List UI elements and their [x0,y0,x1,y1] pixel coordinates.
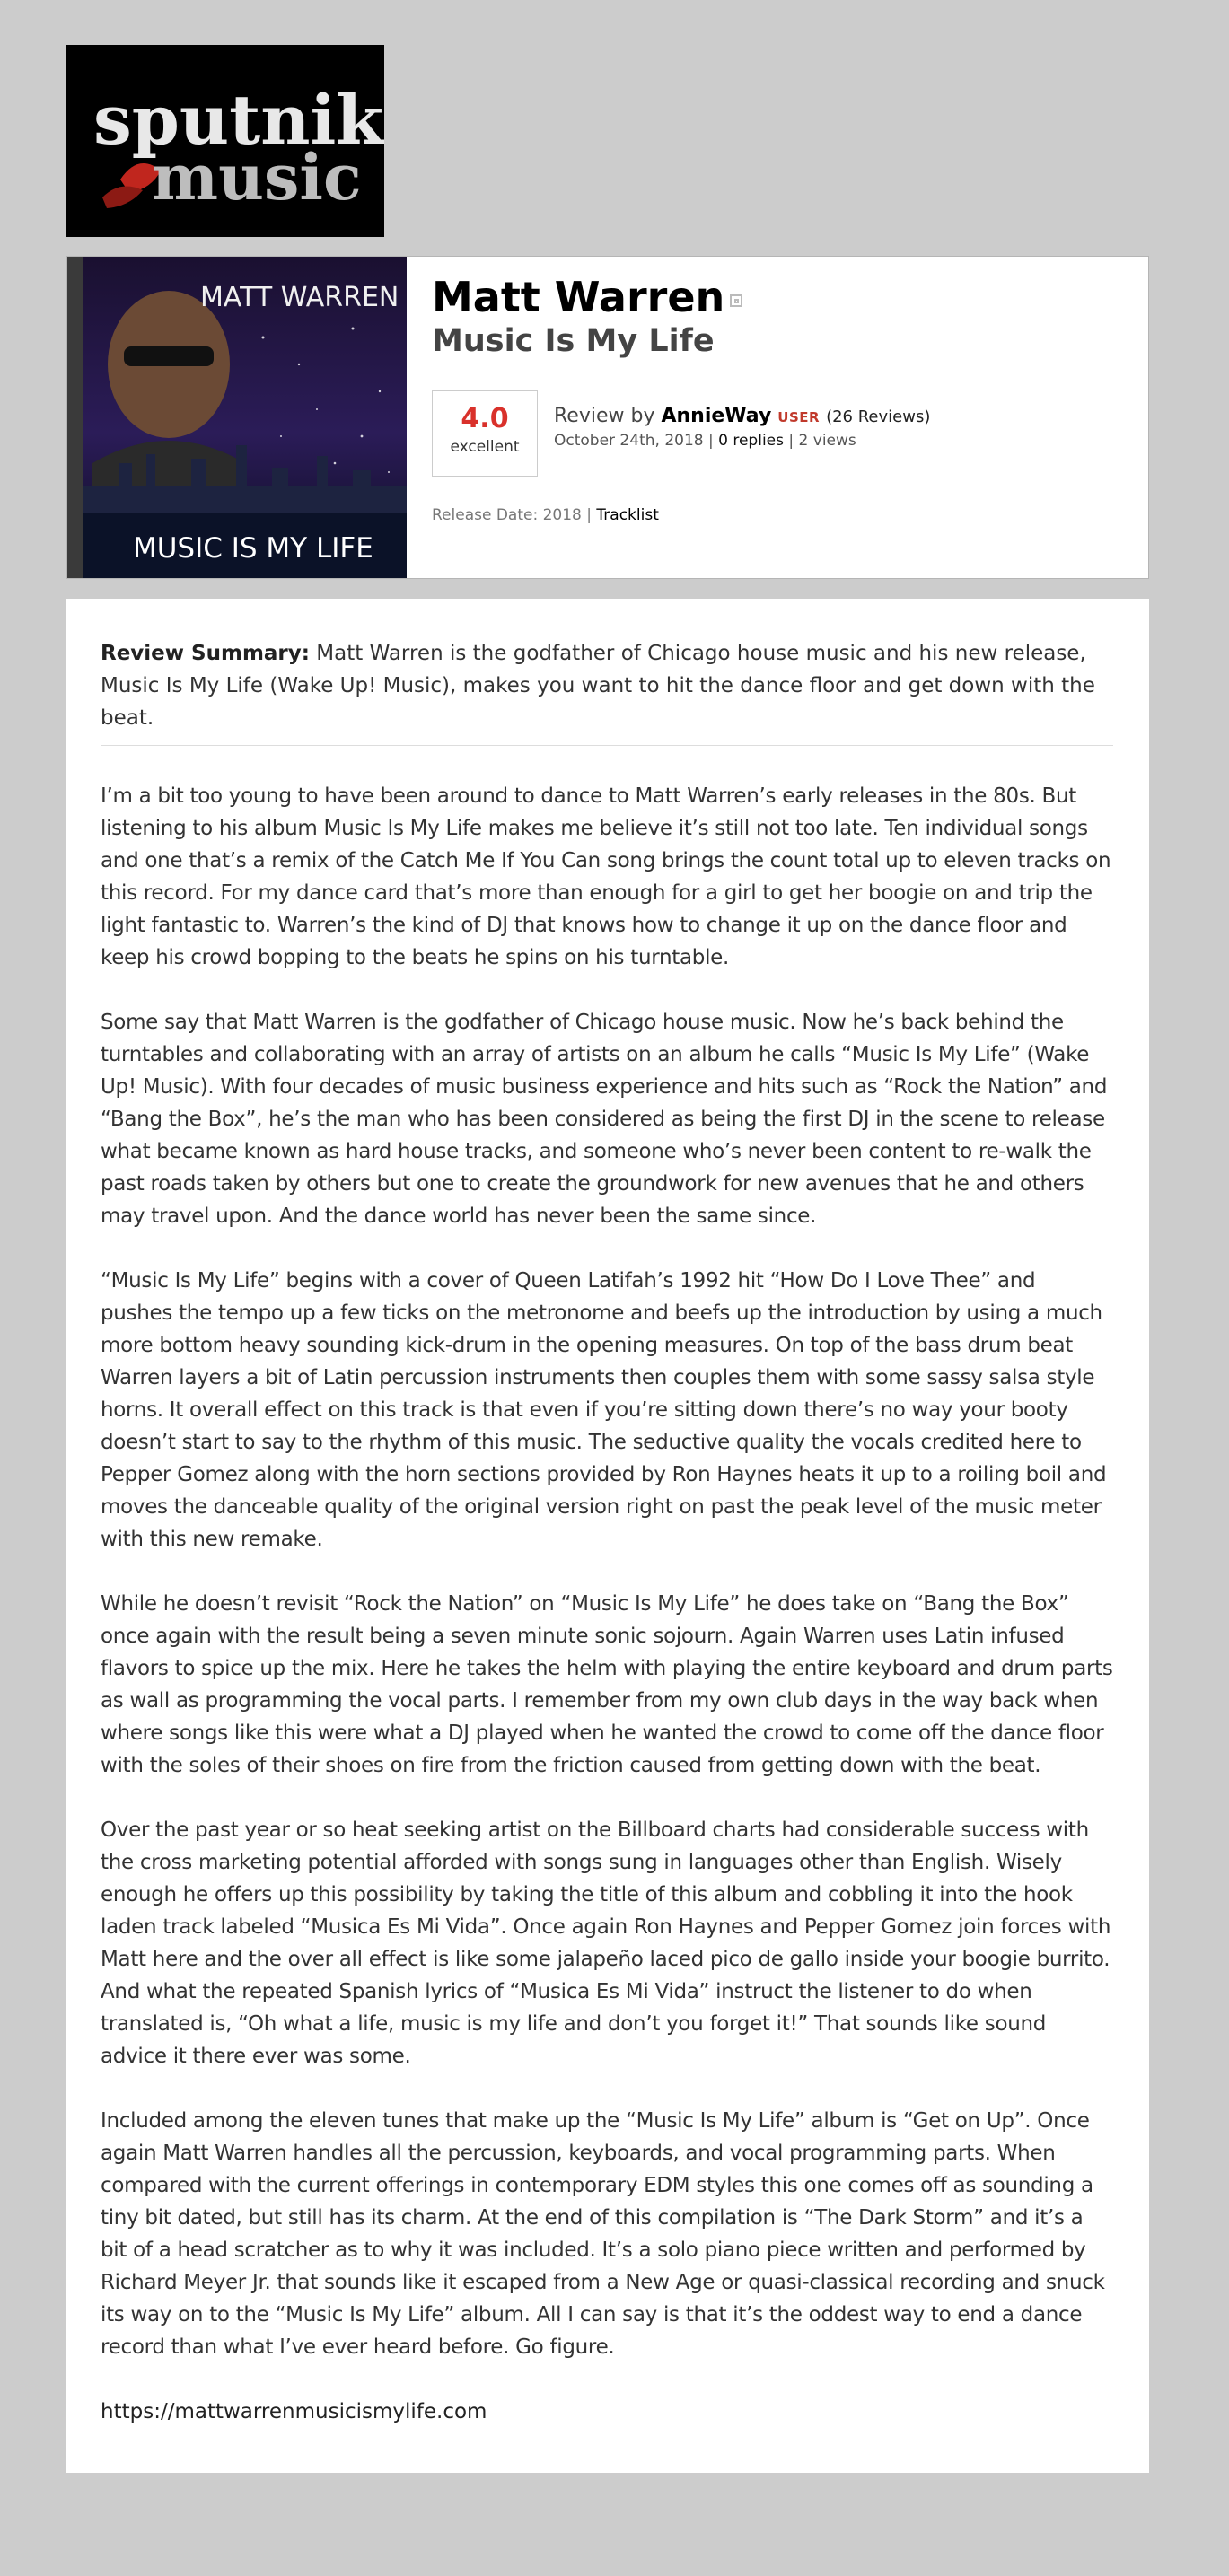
cover-side-strip [67,257,83,578]
logo-text-top: sputnik [93,80,384,160]
review-paragraph: Included among the eleven tunes that make up the “Music Is My Life” album is “Get on Up”. Once again Matt Warren handles all the percussion, keyboards, and vocal programming parts. When compared with the current offerings in contemporary EDM styles this one comes off as sounding a tiny bit dated, but still has its charm. At the end of this compilation is “The Dark Storm” and it’s a bit of a head scratcher as to why it was included. It’s a solo piano piece written and performed by Richard Meyer Jr. that sounds like it escaped from a New Age or quasi-classical recording and snuck its way on to the “Music Is My Life” album. All I can say is that it’s the oddest way to end a dance record than what I’ve ever heard before. Go figure. [101,2109,1105,2359]
meta-separator: | [788,432,794,450]
review-paragraph: Some say that Matt Warren is the godfather of Chicago house music. Now he’s back behind the turntables and collaborating with an array of artists on an album he calls “Music Is My Life” (Wake Up! Music). With four decades of music business experience and hits such as “Rock the Nation” and “Bang the Box”, he’s the man who has been considered as being the first DJ in the scene to release what became known as hard house tracks, and someone who’s never been content to re-walk the past roads taken by others but one to create the groundwork for new avenues that he and others may travel upon. And the dance world has never been the same since. [101,1011,1108,1228]
author-review-count[interactable]: (26 Reviews) [826,407,931,426]
review-date: October 24th, 2018 [554,432,704,450]
summary-divider [101,745,1113,746]
tracklist-link[interactable]: Tracklist [596,506,659,524]
album-cover-art [83,257,407,578]
logo-graphic [66,45,384,237]
release-info [432,506,659,524]
cover-title-text: MUSIC IS MY LIFE [133,532,373,565]
author-link[interactable]: AnnieWay [661,405,772,427]
cover-artist-text: MATT WARREN [200,282,399,313]
review-paragraph: Over the past year or so heat seeking artist on the Billboard charts had considerable success with the cross marketing potential afforded with songs sung in languages other than English. Wisely enough he offers up this possibility by taking the title of this album and cobbling it into the hook laden track labeled “Musica Es Mi Vida”. Once again Ron Haynes and Pepper Gomez join forces with Matt here and the over all effect is like some jalapeño laced pico de gallo inside your boogie burrito. And what the repeated Spanish lyrics of “Musica Es Mi Vida” instruct the listener to do when translated is, “Oh what a life, music is my life and don’t you forget it!” That sounds like sound advice it there ever was some. [101,1818,1111,2068]
external-link-icon[interactable] [730,294,742,307]
artist-website-url: https://mattwarrenmusicismylife.com [101,2400,487,2423]
release-separator: | [586,506,592,524]
rating-box [432,390,538,477]
review-summary-label: Review Summary: [101,642,310,665]
rating-label: excellent [450,438,520,456]
review-summary-text: Matt Warren is the godfather of Chicago house music and his new release, Music Is My Life (Wake Up! Music), makes you want to hit the dance floor and get down with the beat. [101,642,1095,730]
album-cover[interactable] [83,257,407,578]
release-date-label: Release Date: [432,506,539,524]
rating-value: 4.0 [461,403,509,434]
artist-name-link[interactable]: Matt Warren [432,273,725,321]
review-summary [101,637,1113,734]
meta-separator: | [708,432,714,450]
sputnikmusic-logo[interactable] [66,45,384,237]
album-title[interactable]: Music Is My Life [432,323,715,359]
logo-text-bottom: music [152,140,362,215]
review-byline [554,405,930,427]
review-body-card [66,599,1149,2473]
review-paragraph: I’m a bit too young to have been around to dance to Matt Warren’s early releases in the 80s. But listening to his album Music Is My Life makes me believe it’s still not too late. Ten individual songs and one that’s a remix of the Catch Me If You Can song brings the count total up to eleven tracks on this record. For my dance card that’s more than enough for a girl to get her boogie on and trip the light fantastic to. Warren’s the kind of DJ that knows how to change it up on the dance floor and keep his crowd bopping to the beats he spins on his turntable. [101,784,1111,969]
review-paragraph: While he doesn’t revisit “Rock the Nation” on “Music Is My Life” he does take on “Bang the Box” once again with the result being a seven minute sonic sojourn. Again Warren uses Latin infused flavors to spice up the mix. Here he takes the helm with playing the entire keyboard and drum parts as wall as programming the vocal parts. I remember from my own club days in the way back when where songs like this were what a DJ played when he wanted the crowd to come off the dance floor with the soles of their shoes on fire from the friction caused from getting down with the beat. [101,1592,1113,1777]
album-header-card [66,256,1149,579]
replies-link[interactable]: 0 replies [718,432,784,450]
release-year: 2018 [542,506,582,524]
artist-heading [432,275,742,320]
review-paragraph: “Music Is My Life” begins with a cover of Queen Latifah’s 1992 hit “How Do I Love Thee” and pushes the tempo up a few ticks on the metronome and beefs up the introduction by using a much more bottom heavy sounding kick-drum in the opening measures. On top of the bass drum beat Warren layers a bit of Latin percussion instruments then couples them with some sassy salsa style horns. It overall effect on this track is that even if you’re sitting down there’s no way your booty doesn’t start to say to the rhythm of this music. The seductive quality the vocals credited here to Pepper Gomez along with the horn sections provided by Ron Haynes heats it up to a roiling boil and moves the danceable quality of the original version right on past the peak level of the music meter with this new remake. [101,1269,1107,1551]
review-meta [554,432,856,450]
review-by-prefix: Review by [554,405,655,427]
user-badge: USER [777,409,821,425]
cover-sunglasses-icon [124,346,214,366]
views-count: 2 views [798,432,856,450]
